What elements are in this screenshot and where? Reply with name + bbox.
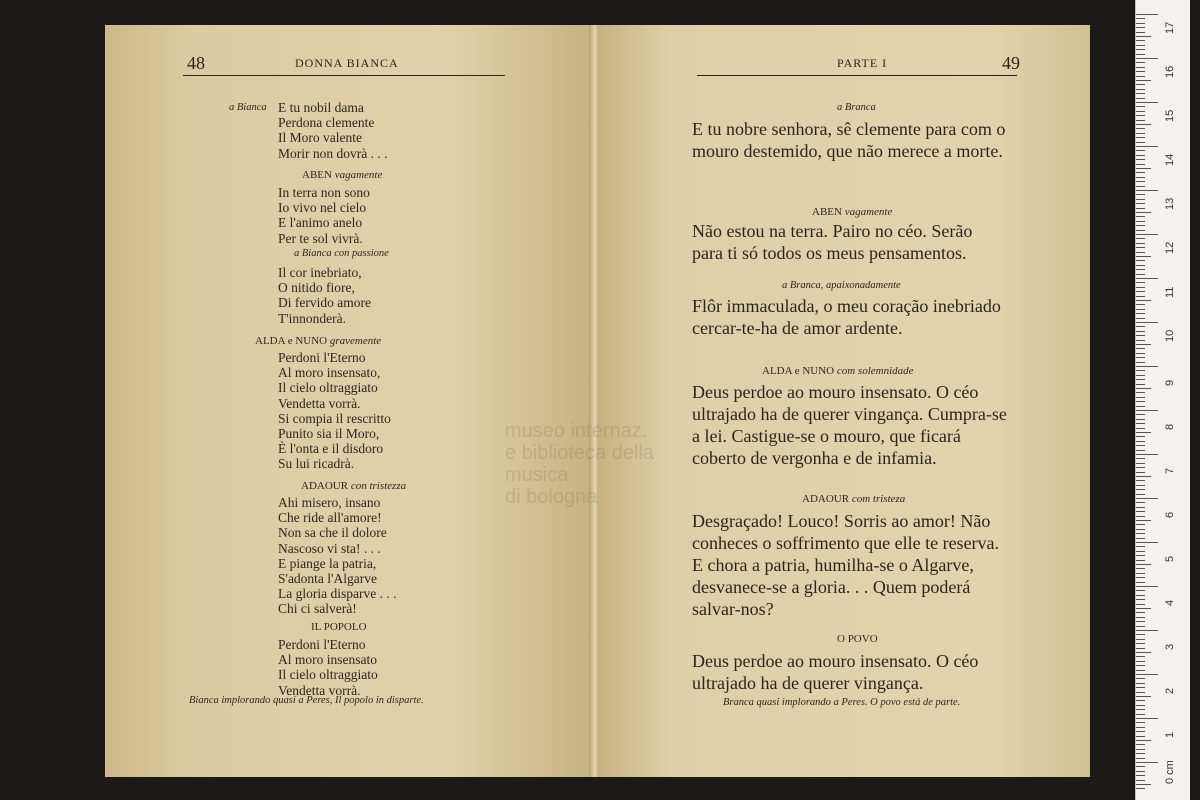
ruler-tick (1136, 370, 1145, 371)
ruler-tick (1136, 590, 1145, 591)
ruler-tick (1136, 560, 1145, 561)
ruler-tick (1136, 234, 1158, 235)
ruler-tick (1136, 146, 1158, 147)
ruler-tick (1136, 40, 1145, 41)
ruler-tick (1136, 480, 1145, 481)
ruler-tick (1136, 186, 1145, 187)
ruler-mark-7: 7 (1164, 467, 1176, 474)
ruler-tick (1136, 168, 1151, 169)
left-footer-direction: Bianca implorando quasi a Peres, Il popolo in disparte. (189, 695, 424, 706)
ruler-tick (1136, 463, 1145, 464)
ruler-tick (1136, 230, 1145, 231)
ruler-mark-2: 2 (1164, 687, 1176, 694)
ruler-tick (1136, 775, 1145, 776)
ruler-tick (1136, 731, 1145, 732)
ruler-tick (1136, 542, 1158, 543)
left-verse-block-4: Perdoni l'Eterno Al moro insensato, Il cielo oltraggiato Vendetta vorrà. Si compia il rescritto Punito sia il Moro, È l'onta e il disdoro Su lui ricadrà. (278, 350, 391, 472)
ruler-mark-0: 0 cm (1164, 760, 1176, 784)
ruler-tick (1136, 159, 1145, 160)
ruler-mark-8: 8 (1164, 423, 1176, 430)
ruler-tick (1136, 36, 1151, 37)
ruler-tick (1136, 199, 1145, 200)
ruler-tick (1136, 718, 1158, 719)
right-footer-direction: Branca quasi implorando a Peres. O povo está de parte. (723, 697, 961, 708)
ruler-tick (1136, 573, 1145, 574)
ruler-tick (1136, 617, 1145, 618)
measurement-ruler (1135, 0, 1190, 800)
ruler-tick (1136, 194, 1145, 195)
ruler-tick (1136, 177, 1145, 178)
ruler-tick (1136, 586, 1158, 587)
ruler-mark-16: 16 (1164, 65, 1176, 78)
left-page-number: 48 (187, 53, 205, 73)
ruler-tick (1136, 274, 1145, 275)
ruler-tick (1136, 18, 1145, 19)
ruler-tick (1136, 432, 1151, 433)
ruler-tick (1136, 32, 1145, 33)
speaker-il-popolo: IL POPOLO (311, 621, 367, 633)
library-watermark: museo internaz. e biblioteca della musica di bologna (505, 420, 654, 508)
ruler-tick (1136, 626, 1145, 627)
ruler-tick (1136, 661, 1145, 662)
ruler-tick (1136, 304, 1145, 305)
ruler-tick (1136, 62, 1145, 63)
ruler-tick (1136, 634, 1145, 635)
ruler-tick (1136, 243, 1145, 244)
ruler-tick (1136, 142, 1145, 143)
ruler-mark-15: 15 (1164, 109, 1176, 122)
ruler-tick (1136, 419, 1145, 420)
ruler-tick (1136, 357, 1145, 358)
ruler-tick (1136, 155, 1145, 156)
ruler-tick (1136, 397, 1145, 398)
cue-a-bianca: a Bianca (229, 102, 267, 113)
ruler-tick (1136, 643, 1145, 644)
ruler-tick (1136, 340, 1145, 341)
ruler-tick (1136, 291, 1145, 292)
ruler-tick (1136, 696, 1151, 697)
ruler-mark-13: 13 (1164, 197, 1176, 210)
ruler-tick (1136, 128, 1145, 129)
ruler-tick (1136, 744, 1145, 745)
ruler-mark-9: 9 (1164, 379, 1176, 386)
ruler-tick (1136, 331, 1145, 332)
right-prose-3: Flôr immaculada, o meu coração inebriado cercar-te-ha de amor ardente. (692, 296, 1001, 338)
ruler-tick (1136, 58, 1158, 59)
ruler-tick (1136, 722, 1145, 723)
ruler-tick (1136, 687, 1145, 688)
ruler-tick (1136, 106, 1145, 107)
ruler-tick (1136, 458, 1145, 459)
ruler-tick (1136, 348, 1145, 349)
ruler-tick (1136, 124, 1151, 125)
ruler-mark-5: 5 (1164, 555, 1176, 562)
ruler-tick (1136, 379, 1145, 380)
ruler-tick (1136, 489, 1145, 490)
ruler-tick (1136, 577, 1145, 578)
ruler-tick (1136, 612, 1145, 613)
ruler-tick (1136, 335, 1145, 336)
ruler-tick (1136, 564, 1151, 565)
ruler-tick (1136, 546, 1145, 547)
ruler-tick (1136, 656, 1145, 657)
right-prose-5: Desgraçado! Louco! Sorris ao amor! Não conheces o soffrimento que elle te reserva. E chora a patria, humilha-se o Algarve, desvanece-se a gloria. . . Quem poderá salvar-nos? (692, 511, 1000, 619)
ruler-tick (1136, 524, 1145, 525)
ruler-mark-6: 6 (1164, 511, 1176, 518)
ruler-mark-10: 10 (1164, 329, 1176, 342)
ruler-tick (1136, 410, 1158, 411)
ruler-tick (1136, 49, 1145, 50)
ruler-mark-3: 3 (1164, 643, 1176, 650)
ruler-tick (1136, 269, 1145, 270)
ruler-tick (1136, 516, 1145, 517)
right-prose-2: Não estou na terra. Pairo no céo. Serão para ti só todos os meus pensamentos. (692, 221, 973, 263)
ruler-tick (1136, 300, 1151, 301)
ruler-tick (1136, 507, 1145, 508)
cue-branca-apaixonadamente: a Branca, apaixonadamente (782, 280, 901, 291)
speaker-aben-right: ABEN vagamente (812, 206, 893, 218)
ruler-mark-11: 11 (1164, 286, 1176, 298)
ruler-tick (1136, 445, 1145, 446)
ruler-tick (1136, 441, 1145, 442)
ruler-tick (1136, 780, 1145, 781)
ruler-tick (1136, 736, 1145, 737)
ruler-tick (1136, 502, 1145, 503)
ruler-mark-4: 4 (1164, 599, 1176, 606)
ruler-mark-1: 1 (1164, 731, 1176, 738)
left-verse-block-5: Ahi misero, insano Che ride all'amore! Non sa che il dolore Nascoso vi sta! . . . E piange la patria, S'adonta l'Algarve La gloria disparve . . . Chi ci salverà! (278, 495, 397, 617)
ruler-tick (1136, 674, 1158, 675)
ruler-tick (1136, 401, 1145, 402)
ruler-tick (1136, 766, 1145, 767)
ruler-tick (1136, 648, 1145, 649)
right-page (597, 25, 1090, 777)
ruler-tick (1136, 322, 1158, 323)
ruler-tick (1136, 221, 1145, 222)
ruler-tick (1136, 784, 1151, 785)
ruler-tick (1136, 498, 1158, 499)
ruler-tick (1136, 494, 1145, 495)
ruler-tick (1136, 414, 1145, 415)
ruler-tick (1136, 137, 1145, 138)
open-book (105, 25, 1090, 777)
right-header-rule (697, 75, 1017, 76)
ruler-tick (1136, 287, 1145, 288)
ruler-tick (1136, 14, 1158, 15)
ruler-mark-12: 12 (1164, 241, 1176, 254)
ruler-tick (1136, 344, 1151, 345)
ruler-tick (1136, 309, 1145, 310)
ruler-tick (1136, 318, 1145, 319)
ruler-tick (1136, 709, 1145, 710)
ruler-tick (1136, 595, 1145, 596)
ruler-tick (1136, 115, 1145, 116)
left-page (105, 25, 592, 777)
ruler-tick (1136, 27, 1145, 28)
ruler-tick (1136, 45, 1145, 46)
ruler-tick (1136, 639, 1145, 640)
ruler-tick (1136, 749, 1145, 750)
ruler-tick (1136, 511, 1145, 512)
ruler-tick (1136, 384, 1145, 385)
ruler-mark-17: 17 (1164, 21, 1176, 34)
ruler-tick (1136, 551, 1145, 552)
ruler-tick (1136, 467, 1145, 468)
ruler-tick (1136, 753, 1145, 754)
ruler-tick (1136, 472, 1145, 473)
ruler-tick (1136, 67, 1145, 68)
left-verse-block-2: In terra non sono Io vivo nel cielo E l'animo anelo Per te sol vivrà. (278, 185, 370, 246)
ruler-tick (1136, 366, 1158, 367)
ruler-tick (1136, 212, 1151, 213)
ruler-mark-14: 14 (1164, 153, 1176, 166)
ruler-tick (1136, 76, 1145, 77)
ruler-tick (1136, 278, 1158, 279)
ruler-tick (1136, 771, 1145, 772)
ruler-tick (1136, 98, 1145, 99)
ruler-tick (1136, 692, 1145, 693)
left-verse-block-1: E tu nobil dama Perdona clemente Il Moro valente Morir non dovrà . . . (278, 100, 388, 161)
left-header-rule (183, 75, 505, 76)
ruler-tick (1136, 436, 1145, 437)
ruler-tick (1136, 238, 1145, 239)
ruler-tick (1136, 256, 1151, 257)
ruler-tick (1136, 392, 1145, 393)
ruler-tick (1136, 762, 1158, 763)
ruler-tick (1136, 582, 1145, 583)
ruler-tick (1136, 102, 1158, 103)
ruler-tick (1136, 388, 1151, 389)
ruler-tick (1136, 225, 1145, 226)
right-page-number: 49 (1002, 53, 1020, 73)
ruler-tick (1136, 89, 1145, 90)
ruler-tick (1136, 353, 1145, 354)
ruler-tick (1136, 54, 1145, 55)
ruler-tick (1136, 683, 1145, 684)
ruler-tick (1136, 652, 1151, 653)
ruler-tick (1136, 450, 1145, 451)
ruler-tick (1136, 252, 1145, 253)
ruler-tick (1136, 406, 1145, 407)
ruler-tick (1136, 700, 1145, 701)
ruler-tick (1136, 120, 1145, 121)
ruler-tick (1136, 282, 1145, 283)
ruler-tick (1136, 203, 1145, 204)
ruler-tick (1136, 604, 1145, 605)
ruler-tick (1136, 740, 1151, 741)
ruler-tick (1136, 608, 1151, 609)
speaker-o-povo: O POVO (837, 633, 878, 645)
speaker-adaour-right: ADAOUR com tristeza (802, 493, 906, 505)
ruler-tick (1136, 788, 1145, 789)
ruler-tick (1136, 678, 1145, 679)
ruler-tick (1136, 375, 1145, 376)
ruler-tick (1136, 454, 1158, 455)
ruler-tick (1136, 71, 1145, 72)
ruler-tick (1136, 111, 1145, 112)
ruler-tick (1136, 84, 1145, 85)
ruler-tick (1136, 520, 1151, 521)
right-prose-1: E tu nobre senhora, sê clemente para com o mouro destemido, que não merece a morte. (692, 119, 1006, 161)
ruler-tick (1136, 296, 1145, 297)
cue-a-branca: a Branca (837, 102, 876, 113)
speaker-alda-nuno-left: ALDA e NUNO gravemente (255, 335, 382, 347)
ruler-tick (1136, 727, 1145, 728)
speaker-adaour-left: ADAOUR con tristezza (301, 480, 407, 492)
ruler-tick (1136, 533, 1145, 534)
speaker-aben-left: ABEN vagamente (302, 169, 383, 181)
ruler-tick (1136, 621, 1145, 622)
ruler-tick (1136, 714, 1145, 715)
ruler-tick (1136, 485, 1145, 486)
ruler-tick (1136, 630, 1158, 631)
left-running-head: DONNA BIANCA (295, 56, 399, 70)
ruler-tick (1136, 428, 1145, 429)
right-prose-6: Deus perdoe ao mouro insensato. O céo ultrajado ha de querer vingança. (692, 651, 979, 693)
right-prose-4: Deus perdoe ao mouro insensato. O céo ultrajado ha de querer vingança. Cumpra-se a lei. Castigue-se o mouro, que ficará coberto de vergonha e de infamia. (692, 382, 1007, 468)
ruler-tick (1136, 705, 1145, 706)
ruler-tick (1136, 362, 1145, 363)
right-running-head: PARTE I (837, 56, 888, 70)
speaker-alda-nuno-right: ALDA e NUNO com solemnidade (762, 365, 914, 377)
ruler-tick (1136, 265, 1145, 266)
ruler-tick (1136, 164, 1145, 165)
ruler-tick (1136, 423, 1145, 424)
ruler-tick (1136, 529, 1145, 530)
ruler-tick (1136, 313, 1145, 314)
ruler-tick (1136, 326, 1145, 327)
ruler-tick (1136, 181, 1145, 182)
ruler-tick (1136, 758, 1145, 759)
left-verse-block-6: Perdoni l'Eterno Al moro insensato Il cielo oltraggiato Vendetta vorrà. (278, 637, 378, 698)
ruler-tick (1136, 670, 1145, 671)
ruler-tick (1136, 190, 1158, 191)
ruler-tick (1136, 172, 1145, 173)
ruler-tick (1136, 150, 1145, 151)
cue-bianca-con-passione: a Bianca con passione (294, 248, 389, 259)
ruler-tick (1136, 665, 1145, 666)
ruler-tick (1136, 476, 1151, 477)
ruler-tick (1136, 93, 1145, 94)
ruler-tick (1136, 216, 1145, 217)
left-verse-block-3: Il cor inebriato, O nitido fiore, Di fervido amore T'innonderà. (278, 265, 371, 326)
ruler-tick (1136, 23, 1145, 24)
ruler-tick (1136, 80, 1151, 81)
ruler-tick (1136, 599, 1145, 600)
ruler-tick (1136, 555, 1145, 556)
ruler-tick (1136, 133, 1145, 134)
ruler-tick (1136, 538, 1145, 539)
ruler-tick (1136, 247, 1145, 248)
ruler-tick (1136, 260, 1145, 261)
ruler-tick (1136, 568, 1145, 569)
ruler-tick (1136, 208, 1145, 209)
